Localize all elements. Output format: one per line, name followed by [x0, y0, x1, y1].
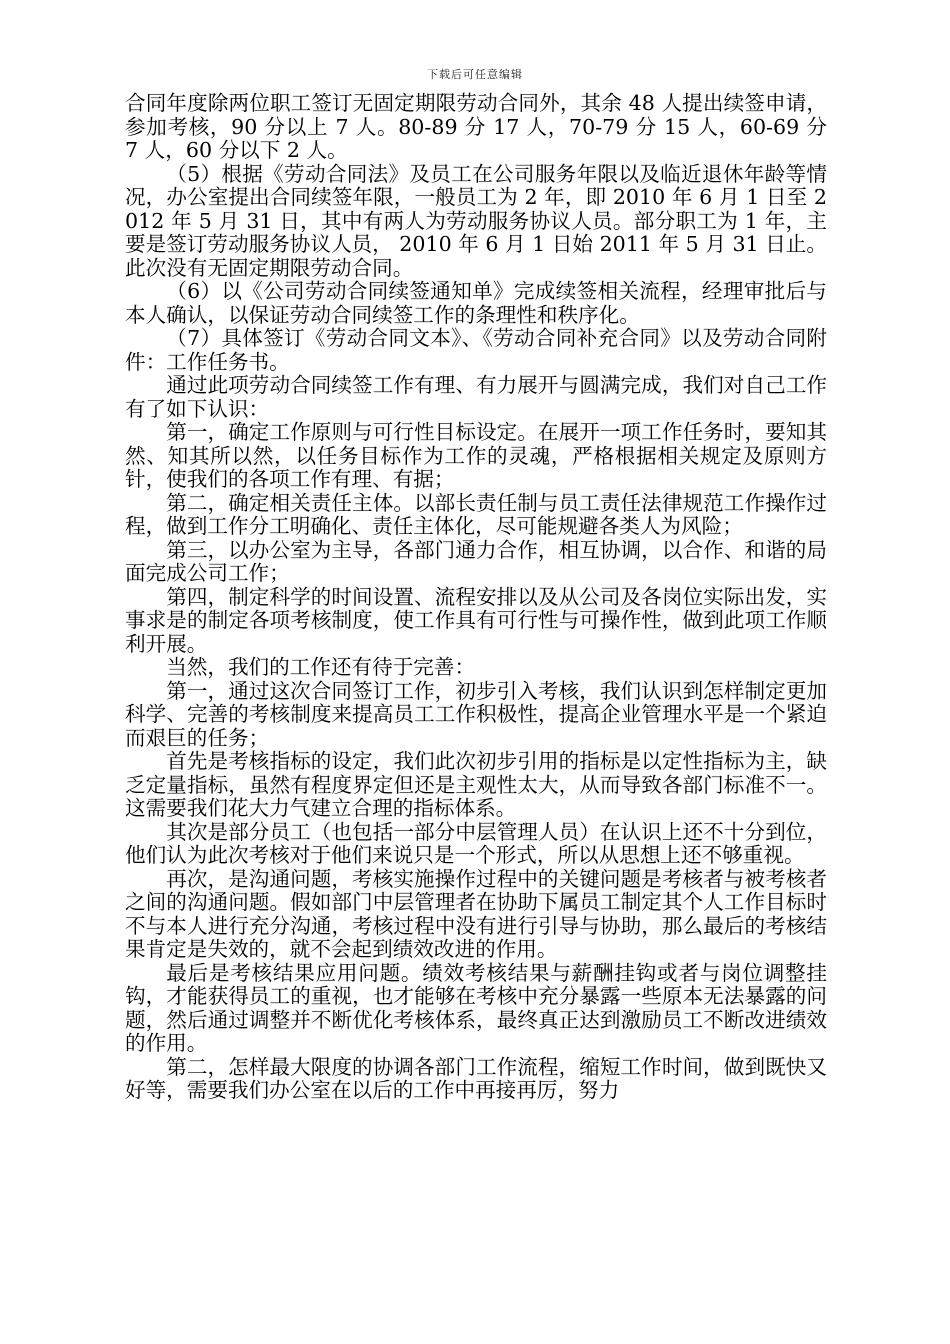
paragraph: 最后是考核结果应用问题。绩效考核结果与薪酬挂钩或者与岗位调整挂钩，才能获得员工的重视，也才能够在考核中充分暴露一些原本无法暴露的问题，然后通过调整并不断优化考核体系，最终真正达到激励员工不断改进绩效的作用。 — [125, 960, 827, 1055]
page-header: 下载后可任意编辑 — [427, 68, 523, 81]
paragraph: 第三，以办公室为主导，各部门通力合作，相互协调，以合作、和谐的局面完成公司工作； — [125, 537, 827, 585]
paragraph: 第二，确定相关责任主体。以部长责任制与员工责任法律规范工作操作过程，做到工作分工明确化、责任主体化，尽可能规避各类人为风险； — [125, 490, 827, 538]
paragraph: 第一，通过这次合同签订工作，初步引入考核，我们认识到怎样制定更加科学、完善的考核制度来提高员工工作积极性，提高企业管理水平是一个紧迫而艰巨的任务； — [125, 678, 827, 750]
paragraph: 第二，怎样最大限度的协调各部门工作流程，缩短工作时间，做到既快又好等，需要我们办公室在以后的工作中再接再厉，努力 — [125, 1054, 827, 1102]
paragraph: 其次是部分员工（也包括一部分中层管理人员）在认识上还不十分到位，他们认为此次考核对于他们来说只是一个形式，所以从思想上还不够重视。 — [125, 819, 827, 867]
paragraph: （5）根据《劳动合同法》及员工在公司服务年限以及临近退休年龄等情况，办公室提出合同续签年限，一般员工为 2 年，即 2010 年 6 月 1 日至 2012 年 5 月 31 日，其中有两人为劳动服务协议人员。部分职工为 1 年，主要是签订劳动服务协议人员， 2010 年 6 月 1 日始 2011 年 5 月 31 日止。此次没有无固定期限劳动合同。 — [125, 161, 827, 280]
paragraph: （6）以《公司劳动合同续签通知单》完成续签相关流程，经理审批后与本人确认，以保证劳动合同续签工作的条理性和秩序化。 — [125, 279, 827, 327]
paragraph: 合同年度除两位职工签订无固定期限劳动合同外，其余 48 人提出续签申请，参加考核，90 分以上 7 人。80-89 分 17 人，70-79 分 15 人，60-69 分 7 人，60 分以下 2 人。 — [125, 91, 827, 162]
paragraph: 通过此项劳动合同续签工作有理、有力展开与圆满完成，我们对自己工作有了如下认识： — [125, 373, 827, 421]
paragraph: 当然，我们的工作还有待于完善： — [166, 655, 476, 679]
paragraph: 再次，是沟通问题，考核实施操作过程中的关键问题是考核者与被考核者之间的沟通问题。假如部门中层管理者在协助下属员工制定其个人工作目标时不与本人进行充分沟通，考核过程中没有进行引导与协助，那么最后的考核结果肯定是失效的，就不会起到绩效改进的作用。 — [125, 866, 827, 961]
paragraph: 第一，确定工作原则与可行性目标设定。在展开一项工作任务时，要知其然、知其所以然，以任务目标作为工作的灵魂，严格根据相关规定及原则方针，使我们的各项工作有理、有据； — [125, 420, 827, 491]
paragraph: （7）具体签订《劳动合同文本》、《劳动合同补充合同》以及劳动合同附件：工作任务书。 — [125, 326, 827, 374]
document-body — [125, 92, 827, 1103]
paragraph: 第四，制定科学的时间设置、流程安排以及从公司及各岗位实际出发，实事求是的制定各项考核制度，使工作具有可行性与可操作性，做到此项工作顺利开展。 — [125, 584, 827, 656]
paragraph: 首先是考核指标的设定，我们此次初步引用的指标是以定性指标为主，缺乏定量指标，虽然有程度界定但还是主观性太大，从而导致各部门标准不一。这需要我们花大力气建立合理的指标体系。 — [125, 749, 827, 820]
